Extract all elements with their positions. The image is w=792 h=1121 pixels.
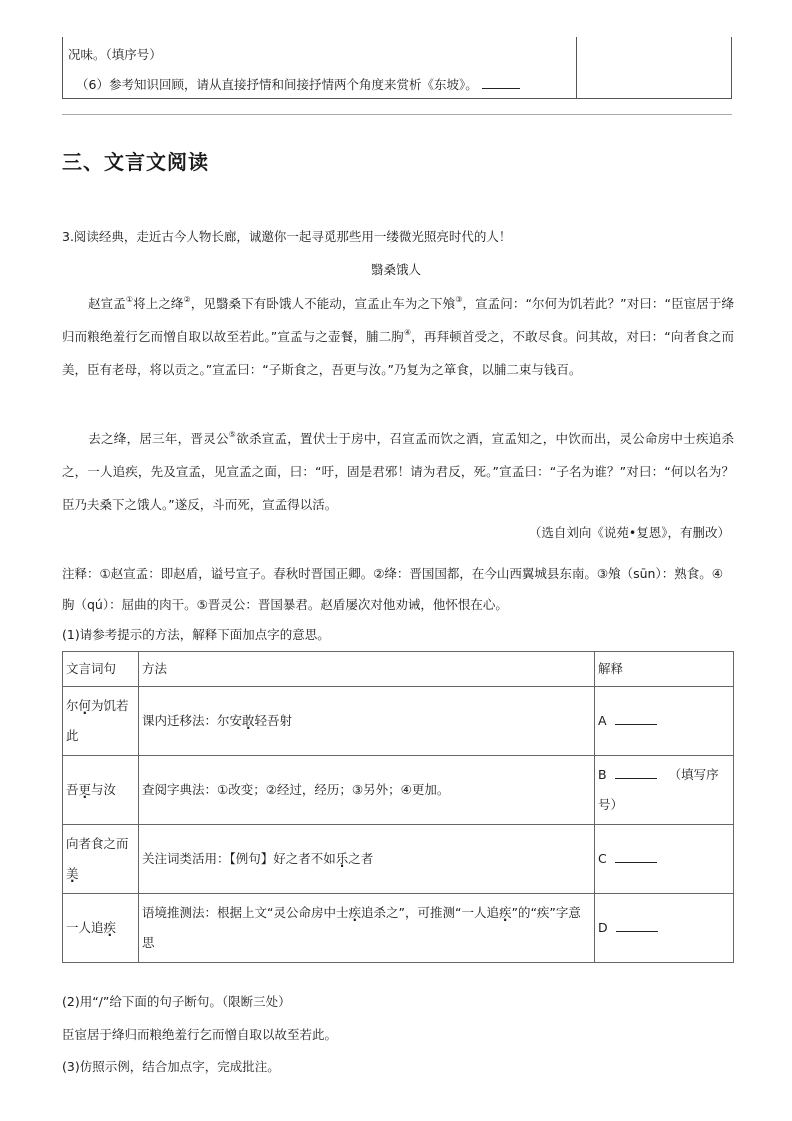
vocabulary-table xyxy=(62,651,734,963)
answer-blank[interactable] xyxy=(482,78,520,89)
dotted-char: 疾 xyxy=(348,905,361,920)
answer-cell: C xyxy=(595,825,734,894)
table-header-method: 方法 xyxy=(139,652,595,687)
section-title: 三、文言文阅读 xyxy=(62,150,209,174)
table-row xyxy=(63,687,734,756)
answer-blank[interactable] xyxy=(615,852,657,863)
previous-question-line2 xyxy=(76,75,520,93)
term-cell: 一人追疾 xyxy=(63,894,139,963)
footnote-ref-2[interactable]: ② xyxy=(183,295,191,304)
method-cell: 查阅字典法：①改变；②经过，经历；③另外；④更加。 xyxy=(139,756,595,825)
dotted-char: 何 xyxy=(78,698,92,713)
term-cell: 向者食之而美 xyxy=(63,825,139,894)
passage-notes: 注释：①赵宣孟：即赵盾，谥号宣子。春秋时晋国正卿。②绛：晋国国都，在今山西翼城县东南。③飧（sūn）：熟食。④朐（qú）：屈曲的肉干。⑤晋灵公：晋国暴君。赵盾屡次对他劝诫，他怀恨在心。 xyxy=(62,566,723,612)
dotted-char: 敢 xyxy=(242,713,255,728)
question2-prompt: (2)用“/”给下面的句子断句。（限断三处） xyxy=(62,994,291,1009)
method-cell: 关注词类活用：【例句】好之者不如乐之者 xyxy=(139,825,595,894)
previous-question-text: （6）参考知识回顾，请从直接抒情和间接抒情两个角度来赏析《东坡》。 xyxy=(76,77,478,92)
dotted-char: 更 xyxy=(78,782,92,797)
passage-paragraph-1: 赵宣孟①将上之绛②，见翳桑下有卧饿人不能动，宣孟止车为之下飧③，宣孟问：“尔何为饥若此？”对曰：“臣宦居于绛归而粮绝羞行乞而憎自取以故至若此。”宣孟与之壶餐，脯二朐④，再拜顿首受之，不敢尽食。问其故，对曰：“向者食之而美，臣有老母，将以贡之。”宣孟曰：“子斯食之，吾更与汝。”乃复为之箪食，以脯二束与钱百。 xyxy=(62,295,734,377)
question1-prompt: (1)请参考提示的方法，解释下面加点字的意思。 xyxy=(62,627,330,642)
footnote-ref-3[interactable]: ③ xyxy=(455,295,463,304)
table-divider xyxy=(576,37,577,98)
term-cell: 吾更与汝 xyxy=(63,756,139,825)
table-row xyxy=(63,756,734,825)
question3-intro: 3.阅读经典，走近古今人物长廊，诚邀你一起寻觅那些用一缕微光照亮时代的人！ xyxy=(62,229,512,244)
passage-paragraph-2: 去之绛，居三年，晋灵公⑤欲杀宣孟，置伏士于房中，召宣孟而饮之酒，宣孟知之，中饮而出，灵公命房中士疾追杀之，一人追疾，先及宣孟，见宣孟之面，曰：“吁，固是君邪！请为君反，死。”宣孟曰：“子名为谁？”对曰：“何以名为？臣乃夫桑下之饿人。”遂反，斗而死，宣孟得以活。 xyxy=(62,430,734,512)
table-row xyxy=(63,894,734,963)
dotted-char: 疾 xyxy=(103,920,117,935)
term-cell: 尔何为饥若此 xyxy=(63,687,139,756)
question2-sentence: 臣宦居于绛归而粮绝羞行乞而憎自取以故至若此。 xyxy=(62,1027,338,1042)
table-header-term: 文言词句 xyxy=(63,652,139,687)
table-header-row xyxy=(63,652,734,687)
answer-cell: A xyxy=(595,687,734,756)
section-divider xyxy=(62,114,732,115)
table-row xyxy=(63,825,734,894)
answer-blank[interactable] xyxy=(615,768,657,779)
dotted-char: 乐 xyxy=(335,851,349,866)
method-cell: 课内迁移法：尔安敢轻吾射 xyxy=(139,687,595,756)
answer-cell: B （填写序号） xyxy=(595,756,734,825)
footnote-ref-4[interactable]: ④ xyxy=(403,328,412,337)
footnote-ref-5[interactable]: ⑤ xyxy=(228,430,237,439)
dotted-char: 美 xyxy=(66,866,79,881)
footnote-ref-1[interactable]: ① xyxy=(125,295,134,304)
table-header-answer: 解释 xyxy=(595,652,734,687)
answer-cell: D xyxy=(595,894,734,963)
answer-blank[interactable] xyxy=(616,921,658,932)
question3-prompt: (3)仿照示例，结合加点字，完成批注。 xyxy=(62,1059,280,1074)
previous-question-line1: 况味。（填序号） xyxy=(68,47,162,62)
method-cell: 语境推测法：根据上文“灵公命房中士疾追杀之”，可推测“一人追疾”的“疾”字意思 xyxy=(139,894,595,963)
dotted-char: 疾 xyxy=(498,905,512,920)
answer-blank[interactable] xyxy=(615,714,657,725)
passage-source: （选自刘向《说苑•复恩》，有删改） xyxy=(528,525,730,540)
passage-title: 翳桑饿人 xyxy=(370,262,421,277)
